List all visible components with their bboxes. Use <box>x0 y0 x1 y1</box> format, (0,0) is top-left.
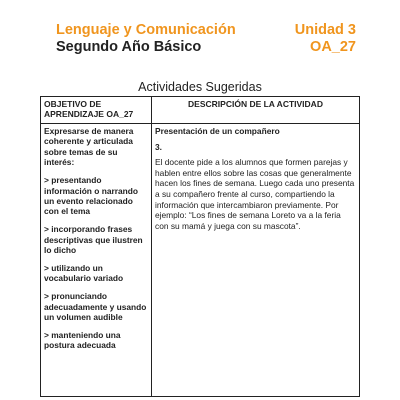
grade-label: Segundo Año Básico <box>56 39 202 55</box>
description-column-header: DESCRIPCIÓN DE LA ACTIVIDAD <box>152 97 360 124</box>
header-row-grade <box>56 39 356 56</box>
document-header <box>56 22 356 56</box>
activities-table <box>40 96 360 397</box>
objective-column-header: OBJETIVO DE APRENDIZAJE OA_27 <box>41 97 152 124</box>
table-header-row <box>41 97 360 124</box>
section-title: Actividades Sugeridas <box>138 80 262 94</box>
objective-item: > manteniendo una postura adecuada <box>44 330 121 351</box>
activity-text: El docente pide a los alumnos que formen parejas y hablen entre ellos sobre las cosas que generalmente hacen los fines de semana. Luego cada uno presenta a su compañero frente al curso, compartiendo la información que intercambiaron previamente. Por ejemplo: “Los fines de semana Loreto va a la feria con su mamá y juega con su mascota”. <box>155 157 355 231</box>
objective-item: > utilizando un vocabulario variado <box>44 262 124 284</box>
subject-title: Lenguaje y Comunicación <box>56 22 236 38</box>
unit-label: Unidad 3 <box>294 22 356 38</box>
objective-cell <box>41 124 152 397</box>
objective-item: > presentando información o narrando un evento relacionado con el tema <box>44 175 138 217</box>
activity-number: 3. <box>155 141 162 152</box>
activity-title: Presentación de un compañero <box>155 126 280 136</box>
description-cell <box>152 124 360 397</box>
objective-item: > incorporando frases descriptivas que ilustren lo dicho <box>44 224 143 256</box>
table-row <box>41 124 360 397</box>
objective-intro: Expresarse de manera coherente y articulada sobre temas de su interés: <box>44 126 134 168</box>
oa-code: OA_27 <box>310 39 356 55</box>
header-row-subject <box>56 22 356 39</box>
objective-item: > pronunciando adecuadamente y usando un volumen audible <box>44 291 147 323</box>
